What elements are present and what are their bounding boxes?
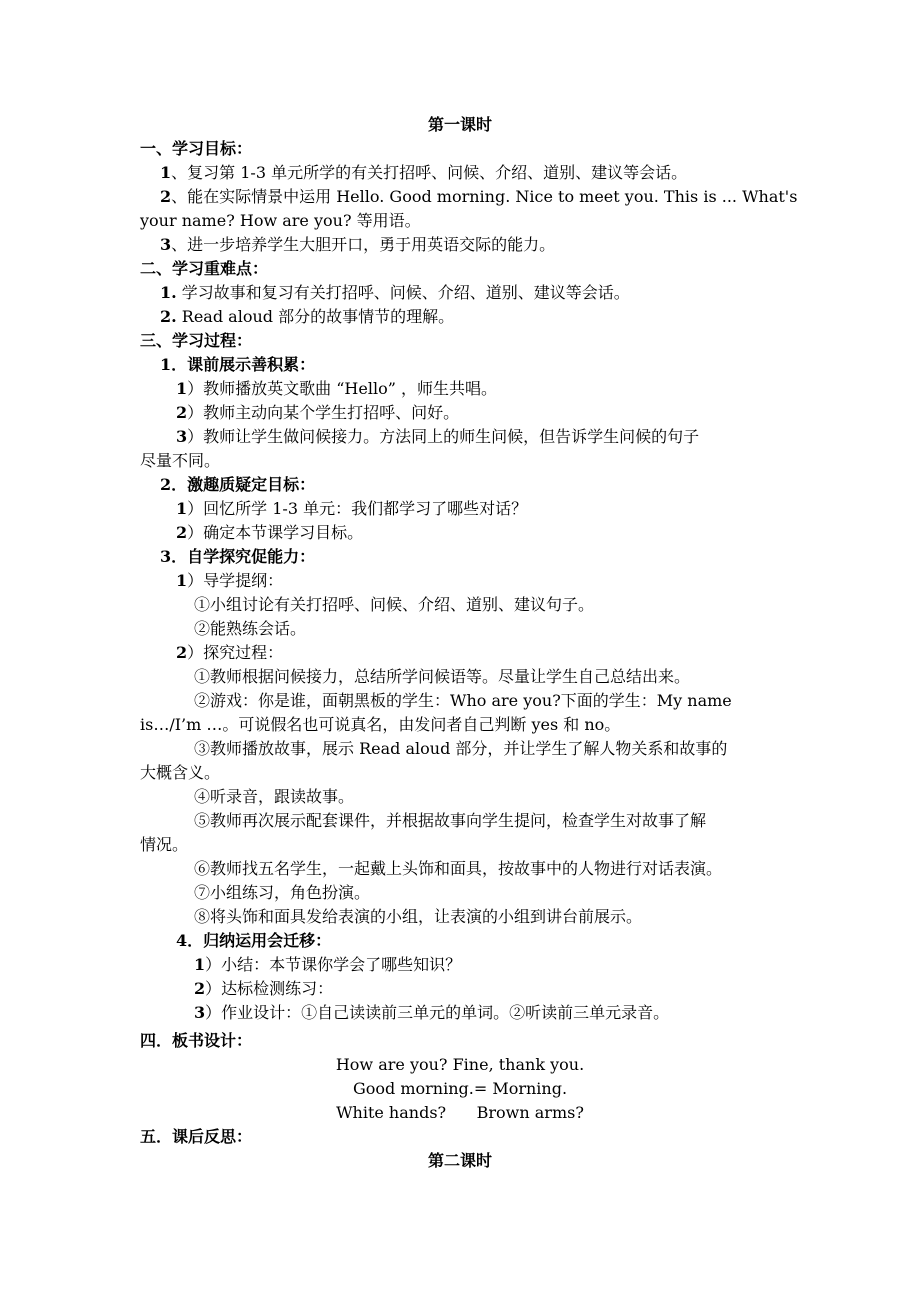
s3-p1-item3-text-b: 尽量不同。 (140, 451, 221, 470)
s3-p1-item3-num: 3 (176, 427, 188, 446)
s3-p4-item2-text: ）达标检测练习： (205, 979, 334, 998)
board-line-1: How are you? Fine, thank you. (335, 1055, 585, 1074)
s3-p1-item2-num: 2 (176, 403, 188, 422)
s3-part3-heading: 3．自学探究促能力： (160, 547, 316, 566)
s3-p4-item3-text: ）作业设计：①自己读读前三单元的单词。②听读前三单元录音。 (205, 1003, 670, 1022)
s3-p4-item1-num: 1 (194, 955, 206, 974)
s1-item3-num: 3 (160, 235, 172, 254)
section5-heading: 五．课后反思： (140, 1127, 253, 1146)
s2-item2-text: Read aloud 部分的故事情节的理解。 (176, 307, 455, 326)
s1-item1-text: 、复习第 1-3 单元所学的有关打招呼、问候、介绍、道别、建议等会话。 (171, 163, 688, 182)
s3-p3-step4: ④听录音，跟读故事。 (194, 787, 355, 806)
s1-item3 (160, 234, 555, 256)
s3-p3-step5-a: ⑤教师再次展示配套课件，并根据故事向学生提问，检查学生对故事了解 (194, 811, 707, 830)
lesson1-title: 第一课时 (427, 115, 492, 134)
s3-p1-item2-text: ）教师主动向某个学生打招呼、问好。 (187, 403, 460, 422)
s3-p2-item1-num: 1 (176, 499, 188, 518)
s1-item2-num: 2 (160, 187, 172, 206)
section1-heading: 一、学习目标： (140, 139, 253, 158)
s2-item2 (160, 306, 454, 328)
section3-heading: 三、学习过程： (140, 331, 253, 350)
s1-item2-text-b: your name? How are you? 等用语。 (140, 211, 421, 230)
s3-p1-item1-text: ）教师播放英文歌曲 “Hello” ，师生共唱。 (187, 379, 497, 398)
board-line-2: Good morning.= Morning. (352, 1079, 568, 1098)
s3-p3-step3-a: ③教师播放故事，展示 Read aloud 部分，并让学生了解人物关系和故事的 (194, 739, 728, 758)
s3-p3-item1-text: ）导学提纲： (187, 571, 284, 590)
s3-part4-heading: 4．归纳运用会迁移： (176, 931, 332, 950)
s3-p2-item2 (176, 522, 363, 544)
s3-p3-step3-b: 大概含义。 (140, 763, 221, 782)
lesson2-title: 第二课时 (427, 1151, 492, 1170)
s3-p4-item2 (194, 978, 333, 1000)
s3-p2-item1 (176, 498, 527, 520)
s3-p3-item2-num: 2 (176, 643, 188, 662)
s3-p3-item1-b: ②能熟练会话。 (194, 619, 307, 638)
s3-p4-item1 (194, 954, 461, 976)
s2-item1 (160, 282, 630, 304)
s3-p3-step2-b: is…/I’m …。可说假名也可说真名，由发问者自己判断 yes 和 no。 (140, 715, 621, 734)
s3-p1-item2 (176, 402, 459, 424)
s3-p3-item1-num: 1 (176, 571, 188, 590)
s1-item1 (160, 162, 687, 184)
s2-item1-text: 学习故事和复习有关打招呼、问候、介绍、道别、建议等会话。 (176, 283, 630, 302)
section4-heading: 四．板书设计： (140, 1031, 253, 1050)
s3-p3-item2-text: ）探究过程： (187, 643, 284, 662)
s3-p1-item3 (176, 426, 699, 448)
s3-p3-item1 (176, 570, 283, 592)
s1-item1-num: 1 (160, 163, 172, 182)
section2-heading: 二、学习重难点： (140, 259, 269, 278)
s3-part2-heading: 2．激趣质疑定目标： (160, 475, 316, 494)
s3-part1-heading: 1．课前展示善积累： (160, 355, 316, 374)
s2-item2-num: 2. (160, 307, 177, 326)
s3-p4-item3-num: 3 (194, 1003, 206, 1022)
s3-p3-step7: ⑦小组练习，角色扮演。 (194, 883, 371, 902)
s1-item2-text-a: 、能在实际情景中运用 Hello. Good morning. Nice to meet you. This is ... What's (171, 187, 798, 206)
s3-p2-item2-text: ）确定本节课学习目标。 (187, 523, 364, 542)
s3-p3-step2-a: ②游戏：你是谁，面朝黑板的学生：Who are you?下面的学生：My name (194, 691, 732, 710)
s3-p3-step8: ⑧将头饰和面具发给表演的小组，让表演的小组到讲台前展示。 (194, 907, 643, 926)
s3-p1-item1 (176, 378, 497, 400)
s3-p3-step6: ⑥教师找五名学生，一起戴上头饰和面具，按故事中的人物进行对话表演。 (194, 859, 723, 878)
s1-item2 (160, 186, 797, 208)
s3-p3-item1-a: ①小组讨论有关打招呼、问候、介绍、道别、建议句子。 (194, 595, 595, 614)
s2-item1-num: 1. (160, 283, 177, 302)
s3-p2-item2-num: 2 (176, 523, 188, 542)
s3-p4-item3 (194, 1002, 669, 1024)
s3-p3-item2 (176, 642, 283, 664)
s3-p4-item2-num: 2 (194, 979, 206, 998)
s3-p1-item3-text-a: ）教师让学生做问候接力。方法同上的师生问候，但告诉学生问候的句子 (187, 427, 700, 446)
s1-item3-text: 、进一步培养学生大胆开口，勇于用英语交际的能力。 (171, 235, 556, 254)
s3-p3-step5-b: 情况。 (140, 835, 189, 854)
s3-p4-item1-text: ）小结：本节课你学会了哪些知识？ (205, 955, 462, 974)
s3-p1-item1-num: 1 (176, 379, 188, 398)
s3-p2-item1-text: ）回忆所学 1-3 单元：我们都学习了哪些对话？ (187, 499, 528, 518)
board-line-3: White hands? Brown arms? (336, 1103, 584, 1122)
s3-p3-step1: ①教师根据问候接力，总结所学问候语等。尽量让学生自己总结出来。 (194, 667, 691, 686)
